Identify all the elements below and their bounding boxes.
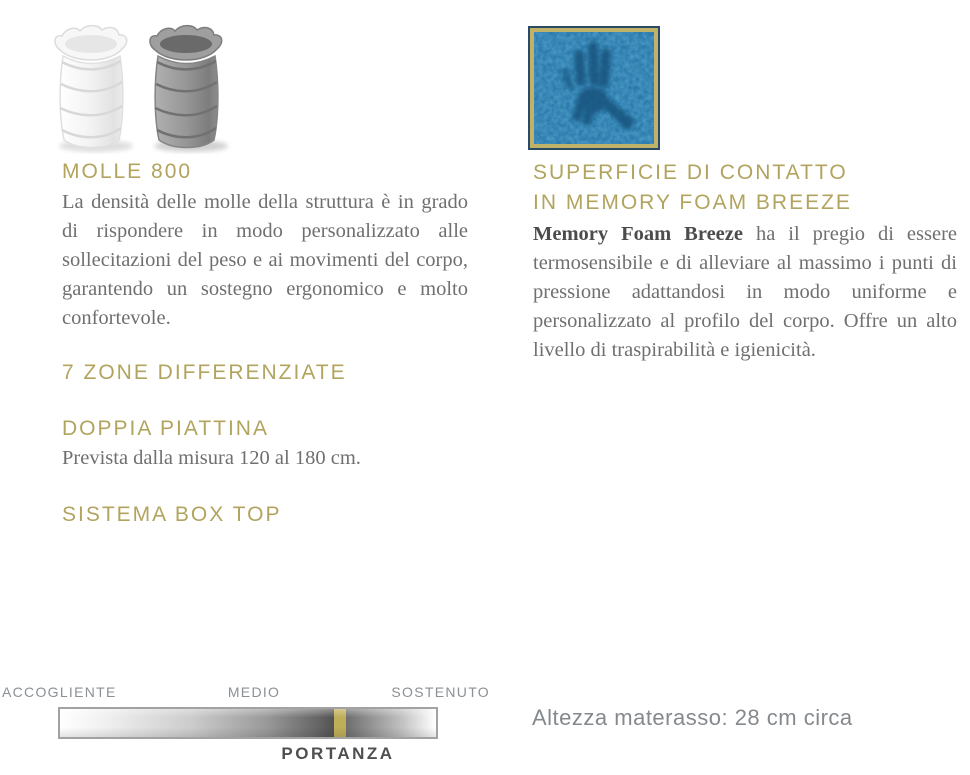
heading-superficie-line1: SUPERFICIE DI CONTATTO: [533, 161, 848, 184]
heading-doppia-piattina: DOPPIA PIATTINA: [62, 417, 269, 440]
heading-molle-800: MOLLE 800: [62, 160, 193, 183]
scale-label-accogliente: ACCOGLIENTE: [2, 684, 117, 700]
mattress-height-text: Altezza materasso: 28 cm circa: [532, 705, 853, 730]
molle-description: La densità delle molle della struttura è in grado di rispondere in modo personalizzato alle sollecitazioni del peso e ai movimenti del corpo, garantendo un sostegno ergonomico e molto confortevole.: [62, 191, 468, 329]
memory-foam-body: ha il pregio di essere termosensibile e di alleviare al massimo i punti di pressione adattandosi in modo uniforme e personalizzato al profilo del corpo. Offre un alto livello di traspirabilità e igienicità.: [533, 223, 957, 361]
portanza-marker: [334, 709, 346, 737]
bar-sheen: [60, 709, 436, 737]
memory-foam-bold-lead: Memory Foam Breeze: [533, 223, 743, 245]
heading-sistema-box-top: SISTEMA BOX TOP: [62, 503, 282, 526]
white-pocket-spring-icon: [46, 22, 136, 154]
portanza-gradient-bar: [58, 707, 438, 739]
handprint-icon: [534, 32, 654, 144]
scale-label-medio: MEDIO: [227, 684, 281, 700]
scale-label-sostenuto: SOSTENUTO: [391, 684, 490, 700]
heading-zone-differenziate: 7 ZONE DIFFERENZIATE: [62, 361, 347, 384]
piattina-description: Prevista dalla misura 120 al 180 cm.: [62, 447, 361, 469]
pocket-springs-image: [46, 22, 232, 154]
gray-pocket-spring-icon: [140, 22, 232, 154]
memory-foam-description: [533, 220, 957, 365]
heading-superficie-line2: IN MEMORY FOAM BREEZE: [533, 191, 852, 214]
memory-foam-image: [528, 26, 660, 150]
portanza-scale-labels: [2, 684, 490, 700]
portanza-caption: PORTANZA: [281, 744, 395, 763]
